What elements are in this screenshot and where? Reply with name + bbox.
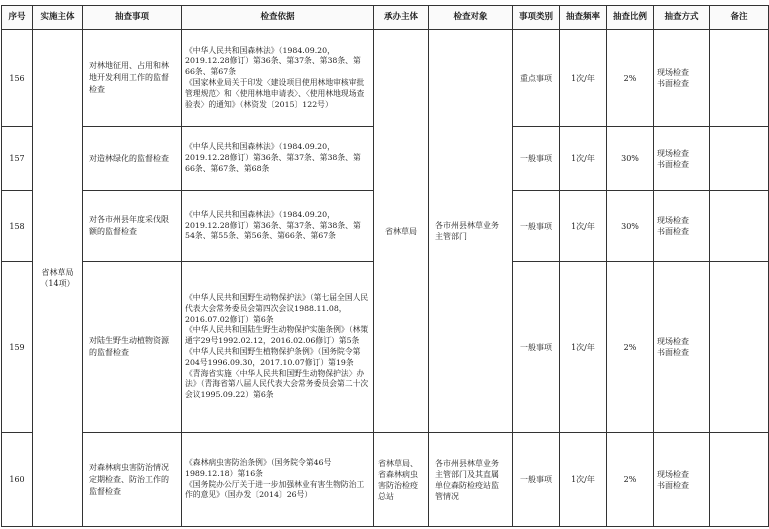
row-method xyxy=(654,262,710,433)
row-ratio: 2% xyxy=(607,30,654,127)
basis-line: 《中华人民共和国森林法》（1984.09.20，2019.12.28修订）第36条、第37条、第38条、第54条、第55条、第56条、第66条、第67条 xyxy=(185,209,361,241)
row-basis xyxy=(182,262,374,433)
row-frequency: 1次/年 xyxy=(560,262,607,433)
method-line: 书面检查 xyxy=(657,159,689,169)
row-ratio: 2% xyxy=(607,433,654,527)
org-cell: 省林草局 xyxy=(374,30,429,433)
basis-line: 《青海省实施〈中华人民共和国野生动物保护法〉办法》（青海省第八届人民代表大会常务委员会第二十次会议1995.09.22）第6条 xyxy=(185,368,369,400)
header-item: 抽查事项 xyxy=(83,6,182,30)
row-ratio: 2% xyxy=(607,262,654,433)
method-line: 现场检查 xyxy=(657,337,689,346)
header-ratio: 抽查比例 xyxy=(607,6,654,30)
basis-line: 《中华人民共和国森林法》（1984.09.20，2019.12.28修订）第36条、第37条、第38条、第66条、第67条 xyxy=(185,45,361,77)
entity-name: 省林草局 xyxy=(41,268,74,277)
row-remark xyxy=(710,127,769,191)
target-cell: 各市州县林草业务主管部门 xyxy=(429,30,513,433)
basis-line: 《国家林业局关于印发〈建设项目使用林地审核审批管理规范〉和〈使用林地申请表〉、〈使用林地现场查验表〉的通知》（林资发〔2015〕122号） xyxy=(185,78,365,109)
row-basis xyxy=(182,191,374,262)
row-basis xyxy=(182,433,374,527)
entity-count: （14项） xyxy=(40,279,75,288)
header-category: 事项类别 xyxy=(513,6,560,30)
row-basis xyxy=(182,30,374,127)
row-no: 160 xyxy=(2,433,33,527)
basis-line: 《国务院办公厅关于进一步加强林业有害生物防治工作的意见》（国办发〔2014〕26号） xyxy=(185,479,365,500)
method-line: 现场检查 xyxy=(657,148,689,158)
row-no: 159 xyxy=(2,262,33,433)
method-line: 书面检查 xyxy=(657,227,689,236)
row-org: 省林草局、省森林病虫害防治检疫总站 xyxy=(374,433,429,527)
row-frequency: 1次/年 xyxy=(560,30,607,127)
row-ratio: 30% xyxy=(607,127,654,191)
method-line: 书面检查 xyxy=(657,348,689,357)
row-target: 各市州县林草业务主管部门及其直属单位森防检疫站监管情况 xyxy=(429,433,513,527)
row-remark xyxy=(710,433,769,527)
method-line: 现场检查 xyxy=(657,68,689,77)
row-category: 一般事项 xyxy=(513,433,560,527)
row-remark xyxy=(710,30,769,127)
row-no: 157 xyxy=(2,127,33,191)
basis-line: 《中华人民共和国野生植物保护条例》（国务院令第204号1996.09.30，2017.10.07修订）第19条 xyxy=(185,347,361,367)
row-frequency: 1次/年 xyxy=(560,433,607,527)
header-target: 检查对象 xyxy=(429,6,513,30)
row-method xyxy=(654,191,710,262)
row-item: 对森林病虫害防治情况定期检查、防治工作的监督检查 xyxy=(83,433,182,527)
row-method xyxy=(654,433,710,527)
row-frequency: 1次/年 xyxy=(560,191,607,262)
row-item: 对林地征用、占用和林地开发利用工作的监督检查 xyxy=(83,30,182,127)
method-line: 现场检查 xyxy=(657,469,689,479)
inspection-table xyxy=(1,5,769,527)
row-method xyxy=(654,30,710,127)
basis-line: 《中华人民共和国陆生野生动物保护实施条例》（林策通字29号1992.02.12，2016.02.06修订）第5条 xyxy=(185,325,369,346)
table-row xyxy=(2,433,769,527)
row-item: 对陆生野生动植物资源的监督检查 xyxy=(83,262,182,433)
row-ratio: 30% xyxy=(607,191,654,262)
header-entity: 实施主体 xyxy=(33,6,83,30)
row-category: 重点事项 xyxy=(513,30,560,127)
method-line: 现场检查 xyxy=(657,216,689,225)
table-row xyxy=(2,30,769,127)
row-no: 158 xyxy=(2,191,33,262)
row-basis xyxy=(182,127,374,191)
row-method xyxy=(654,127,710,191)
basis-line: 《中华人民共和国森林法》（1984.09.20，2019.12.28修订）第36条、第37条、第38条、第66条、第67条、第68条 xyxy=(185,142,361,173)
row-frequency: 1次/年 xyxy=(560,127,607,191)
row-remark xyxy=(710,262,769,433)
basis-line: 《森林病虫害防治条例》（国务院令第46号1989.12.18）第16条 xyxy=(185,457,332,478)
header-method: 抽查方式 xyxy=(654,6,710,30)
header-org: 承办主体 xyxy=(374,6,429,30)
header-row xyxy=(2,6,769,30)
row-remark xyxy=(710,191,769,262)
basis-line: 《中华人民共和国野生动物保护法》（第七届全国人民代表大会常务委员会第四次会议1988.11.08，2016.07.02修订）第6条 xyxy=(185,293,369,324)
method-line: 书面检查 xyxy=(657,79,689,88)
method-line: 书面检查 xyxy=(657,480,689,490)
header-remark: 备注 xyxy=(710,6,769,30)
row-item: 对各市州县年度采伐限额的监督检查 xyxy=(83,191,182,262)
entity-cell xyxy=(33,30,83,527)
row-category: 一般事项 xyxy=(513,191,560,262)
row-item: 对造林绿化的监督检查 xyxy=(83,127,182,191)
row-category: 一般事项 xyxy=(513,127,560,191)
header-frequency: 抽查频率 xyxy=(560,6,607,30)
row-no: 156 xyxy=(2,30,33,127)
row-category: 一般事项 xyxy=(513,262,560,433)
header-basis: 检查依据 xyxy=(182,6,374,30)
header-no: 序号 xyxy=(2,6,33,30)
